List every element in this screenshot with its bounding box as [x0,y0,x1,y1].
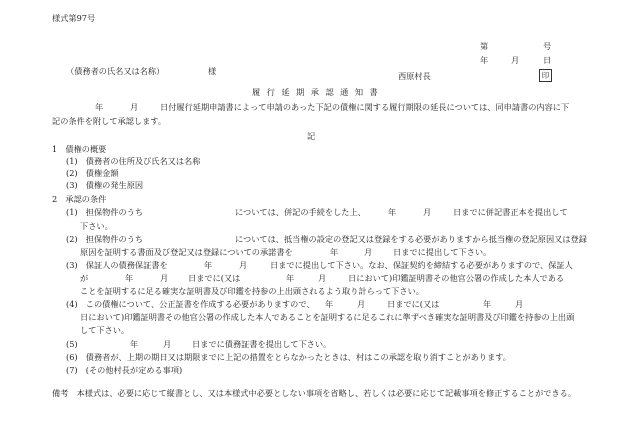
condition3-text2: 日までに(又は [188,273,241,283]
condition1-label: (1) 担保物件のうち [66,207,144,217]
condition3-line3: ことを証明するに足る確実な証明書及び印鑑を持参の上出頭されるよう取り計らって下さい。 [80,286,424,296]
document-title: 履行延期承認通知書 [252,87,385,97]
intro-text-line2: 記の条件を附して承認します。 [52,116,166,126]
seal-stamp-box: 印 [539,69,552,82]
condition2-label: (2) 担保物件のうち [66,234,144,244]
date-day-label: 日 [543,55,552,65]
intro-text-line1: 日付履行延期申請書によって申請のあった下記の債権に関する履行期限の延長については、同申請書の内容に下 [160,102,570,112]
condition1-tail: 日までに併記書正本を提出して [453,207,568,217]
condition4-text: 日までに(又は [387,299,440,309]
section1-item: (1) 債務者の住所及び氏名又は名称 [66,156,201,166]
condition2-year: 年 [330,247,339,257]
condition1-month: 月 [423,207,432,217]
condition4-line2: 日において)印鑑証明書その他官公署の作成した本人であることを証明するに足るこれに準ずべき確実な証明書及び印鑑を持参の上出頭 [80,312,575,322]
condition3-text: 日までに提出して下さい。なお、保証契約を締結する必要がありますので、保証人 [270,260,573,270]
section2-heading: 2 承認の条件 [52,194,107,204]
condition3-text3: 日において)印鑑証明書その他官公署の作成した本人である [348,273,565,283]
condition3-month3: 月 [318,273,327,283]
intro-month: 月 [130,102,139,112]
section1-item: (2) 債権金額 [66,168,119,178]
condition4-year2: 年 [483,299,492,309]
condition1-year: 年 [388,207,397,217]
doc-number-go: 号 [543,41,552,51]
condition3-year2: 年 [125,273,134,283]
condition4-month: 月 [357,299,366,309]
issuer-name: 西原村長 [398,71,431,81]
condition6: (6) 債務者が、上期の期日又は期限までに上記の措置をとらなかったときは、村はこの承認を取り消すことがあります。 [66,352,511,362]
condition3-label: (3) 保証人の債務保証書を [66,260,168,270]
section1-heading: 1 債権の概要 [52,144,107,154]
condition3-ga: が [80,273,89,283]
section1-item: (3) 債権の発生原因 [66,180,144,190]
condition2-line2a: 原因を証明する書面及び登記又は登録についての承諾書を [80,247,293,257]
condition3-year3: 年 [286,273,295,283]
condition2-text: については、抵当権の設定の登記又は登録をする必要がありますから抵当権の登記原因又は登録 [235,234,587,244]
condition4-year: 年 [325,299,334,309]
intro-year: 年 [95,102,104,112]
remarks-note: 備考 本様式は、必要に応じて縦書とし、又は本様式中必要としない事項を省略し、若しくは必要に応じて記載事項を修正することができる。 [52,388,577,398]
condition2-line2b: 日までに提出して下さい。 [393,247,492,257]
debtor-name-label: （債務者の氏名又は名称） [66,66,165,76]
condition5-month: 月 [163,339,172,349]
condition3-month2: 月 [160,273,169,283]
ki-heading: 記 [307,131,316,141]
condition5-text: 日までに債務証書を提出して下さい。 [192,339,332,349]
doc-number-dai: 第 [480,41,489,51]
condition4-label: (4) この債権について、公正証書を作成する必要がありますので、 [66,299,315,309]
condition4-line3: して下さい。 [80,325,130,335]
date-month-label: 月 [511,55,520,65]
condition2-month: 月 [364,247,373,257]
condition3-year: 年 [204,260,213,270]
condition3-month: 月 [239,260,248,270]
condition7: (7) (その他村長が定める事項) [66,365,183,375]
condition5-year: 年 [130,339,139,349]
condition1-line2: 下さい。 [80,221,113,231]
date-year-label: 年 [480,55,489,65]
condition4-month2: 月 [515,299,524,309]
condition5-label: (5) [66,339,78,349]
form-number: 様式第97号 [52,13,96,23]
condition1-text: については、併記の手続をした上、 [235,207,366,217]
addressee-honorific: 様 [208,66,217,76]
